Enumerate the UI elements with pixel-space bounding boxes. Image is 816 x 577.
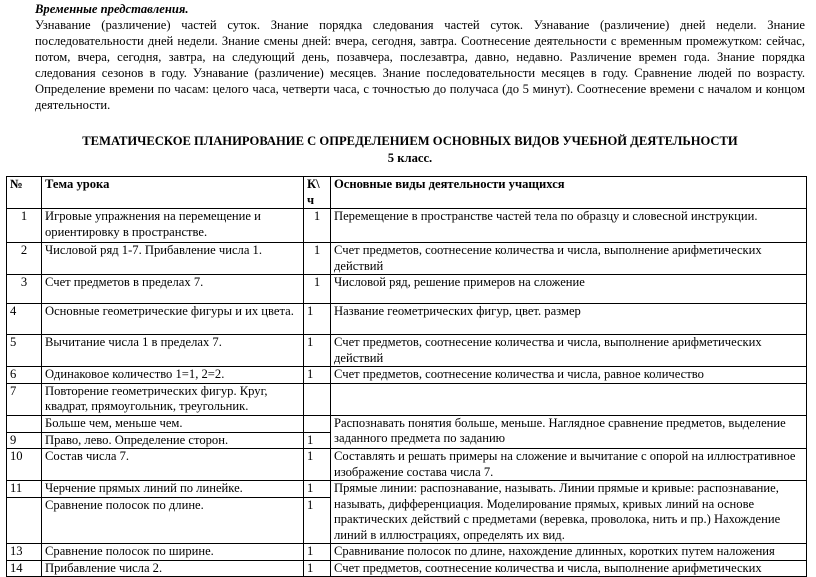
row-activity: Счет предметов, соотнесение количества и числа, выполнение арифметических действий: [331, 243, 807, 275]
row-number: 7: [7, 383, 42, 415]
row-activity: Числовой ряд, решение примеров на сложение: [331, 275, 807, 304]
row-hours: 1: [304, 275, 331, 304]
row-hours: 1: [304, 335, 331, 367]
section-subtitle: 5 класс.: [387, 151, 433, 165]
row-topic: Игровые упражнения на перемещение и ориентировку в пространстве.: [42, 209, 304, 243]
row-hours: 1: [304, 481, 331, 498]
row-topic: Сравнение полосок по длине.: [42, 497, 304, 543]
table-row: [7, 243, 807, 275]
row-topic: Основные геометрические фигуры и их цвета.: [42, 304, 304, 335]
row-topic: Черчение прямых линий по линейке.: [42, 481, 304, 498]
row-topic: Больше чем, меньше чем.: [42, 415, 304, 432]
row-number: 4: [7, 304, 42, 335]
row-number: 10: [7, 449, 42, 481]
table-row: [7, 560, 807, 577]
row-activity: Распознавать понятия больше, меньше. Наглядное сравнение предметов, выделение заданного предмета по заданию: [331, 415, 807, 449]
row-activity: Составлять и решать примеры на сложение и вычитание с опорой на иллюстративное изображение состава числа 7.: [331, 449, 807, 481]
row-number: 6: [7, 367, 42, 384]
table-row: [7, 304, 807, 335]
row-topic: Право, лево. Определение сторон.: [42, 432, 304, 449]
row-topic: Состав числа 7.: [42, 449, 304, 481]
planning-table: [6, 176, 807, 577]
row-topic: Вычитание числа 1 в пределах 7.: [42, 335, 304, 367]
row-topic: Повторение геометрических фигур. Круг, квадрат, прямоугольник, треугольник.: [42, 383, 304, 415]
row-activity: [331, 383, 807, 415]
row-activity: Название геометрических фигур, цвет. размер: [331, 304, 807, 335]
row-topic: Числовой ряд 1-7. Прибавление числа 1.: [42, 243, 304, 275]
intro-text: Узнавание (различение) частей суток. Знание порядка следования частей суток. Узнавание (различение) дней недели. Знание последовательности дней недели. Знание смены дней: вчера, сегодня, завтра. Соотнесение деятельности с временным промежутком: сейчас, потом, вчера, сегодня, завтра, на следующий день, позавчера, послезавтра, давно, недавно. Различение времен года. Знание порядка следования сезонов в году. Узнавание (различение) месяцев. Знание последовательности месяцев в году. Сравнение людей по возрасту. Определение времени по часам: целого часа, четверти часа, с точностью до получаса (до 5 минут). Соотнесение времени с началом и концом деятельности.: [35, 18, 805, 112]
table-row: [7, 544, 807, 561]
row-hours: 1: [304, 544, 331, 561]
row-activity: Счет предметов, соотнесение количества и числа, равное количество: [331, 367, 807, 384]
row-activity: Перемещение в пространстве частей тела по образцу и словесной инструкции.: [331, 209, 807, 243]
row-number: 9: [7, 432, 42, 449]
row-hours: [304, 415, 331, 432]
table-row: [7, 335, 807, 367]
row-number: 14: [7, 560, 42, 577]
row-activity: Счет предметов, соотнесение количества и числа, выполнение арифметических действий: [331, 335, 807, 367]
row-number: 2: [7, 243, 42, 275]
row-hours: 1: [304, 209, 331, 243]
row-hours: 1: [304, 304, 331, 335]
row-number: [7, 415, 42, 432]
header-topic: Тема урока: [42, 177, 304, 209]
header-number: №: [7, 177, 42, 209]
row-hours: 1: [304, 449, 331, 481]
row-topic: Прибавление числа 2.: [42, 560, 304, 577]
table-row: [7, 367, 807, 384]
table-row: [7, 415, 807, 432]
section-title: ТЕМАТИЧЕСКОЕ ПЛАНИРОВАНИЕ С ОПРЕДЕЛЕНИЕМ ОСНОВНЫХ ВИДОВ УЧЕБНОЙ ДЕЯТЕЛЬНОСТИ: [82, 134, 738, 148]
table-row: [7, 209, 807, 243]
intro-heading: Временные представления.: [35, 2, 189, 16]
row-hours: 1: [304, 497, 331, 543]
row-topic: Одинаковое количество 1=1, 2=2.: [42, 367, 304, 384]
row-number: 5: [7, 335, 42, 367]
row-number: 1: [7, 209, 42, 243]
row-number: [7, 497, 42, 543]
row-hours: 1: [304, 243, 331, 275]
row-number: 13: [7, 544, 42, 561]
row-hours: 1: [304, 432, 331, 449]
table-header-row: [7, 177, 807, 209]
row-number: 3: [7, 275, 42, 304]
row-topic: Сравнение полосок по ширине.: [42, 544, 304, 561]
row-activity: Счет предметов, соотнесение количества и числа, выполнение арифметических: [331, 560, 807, 577]
header-activities: Основные виды деятельности учащихся: [331, 177, 807, 209]
row-hours: 1: [304, 560, 331, 577]
table-row: [7, 383, 807, 415]
table-row: [7, 481, 807, 498]
table-row: [7, 449, 807, 481]
row-topic: Счет предметов в пределах 7.: [42, 275, 304, 304]
header-hours: К\ ч: [304, 177, 331, 209]
intro-paragraph: [35, 1, 805, 113]
row-hours: [304, 383, 331, 415]
row-activity: Сравнивание полосок по длине, нахождение длинных, коротких путем наложения: [331, 544, 807, 561]
row-activity: Прямые линии: распознавание, называть. Линии прямые и кривые: распознавание, называть, дифференциация. Моделирование прямых, кривых линий на основе практических действий с предметами (веревка, проволока, нить и пр.) Нахождение линий в иллюстрациях, определять их вид.: [331, 481, 807, 544]
row-number: 11: [7, 481, 42, 498]
table-row: [7, 275, 807, 304]
row-hours: 1: [304, 367, 331, 384]
